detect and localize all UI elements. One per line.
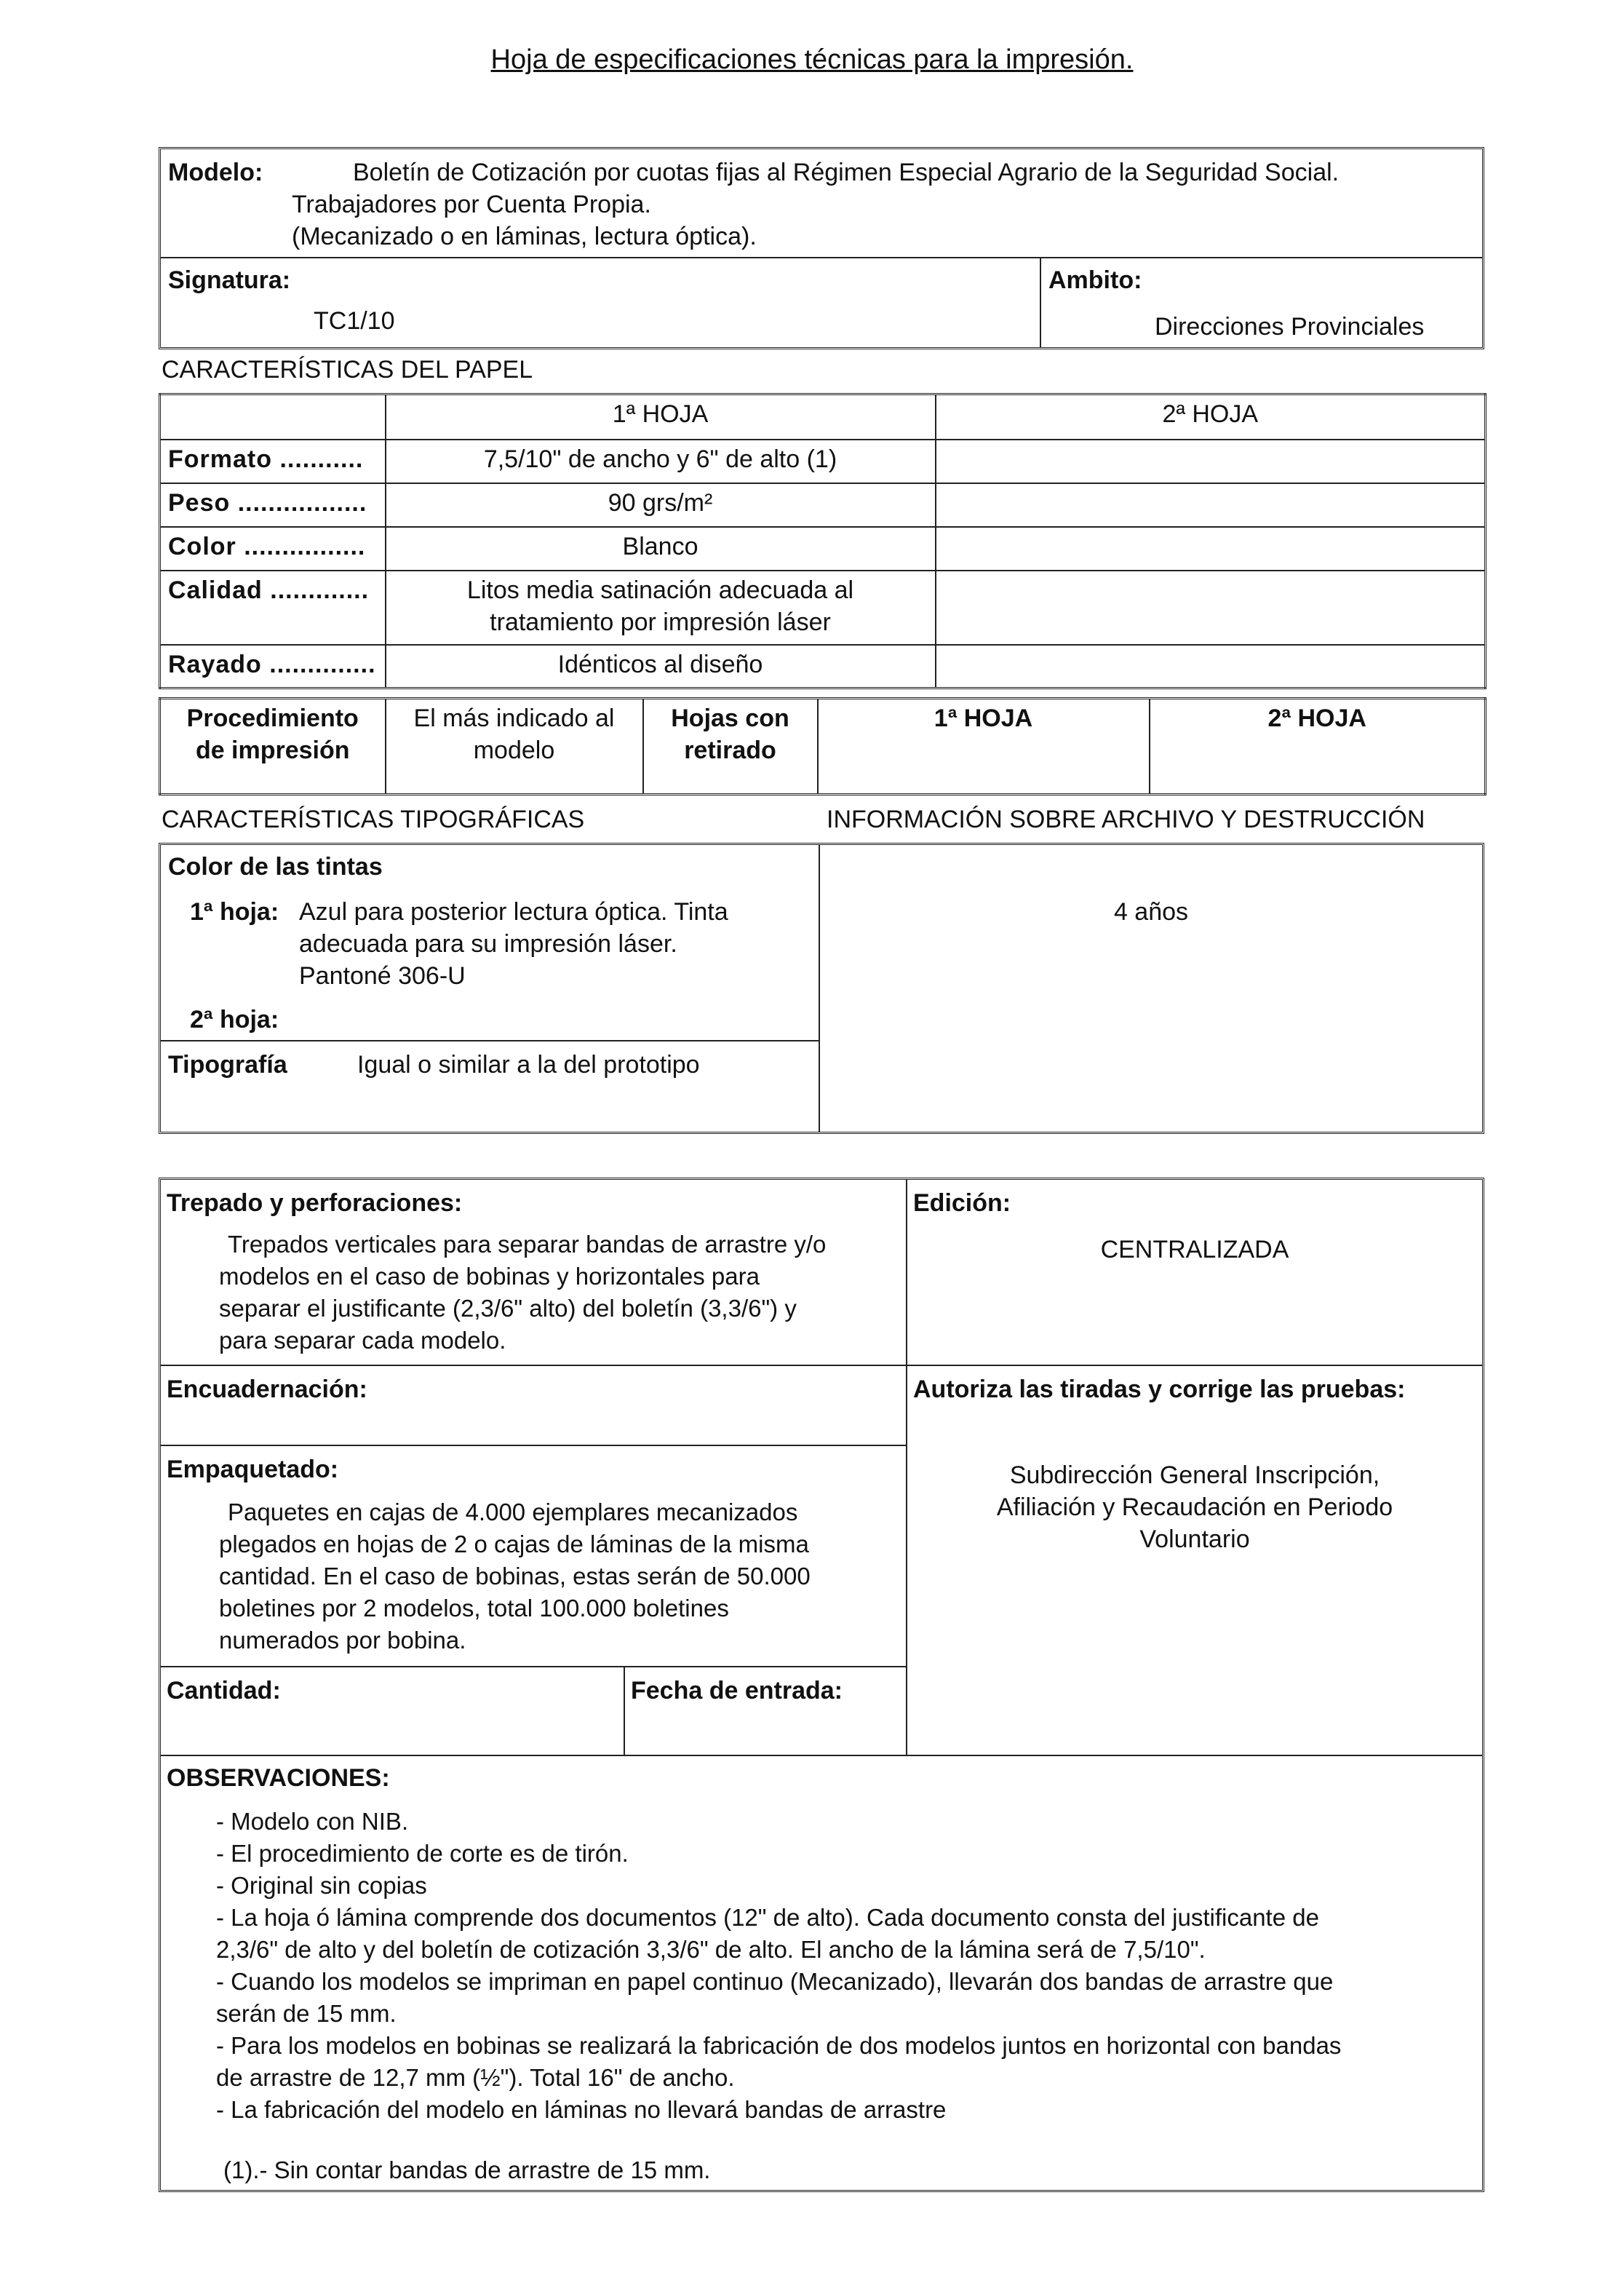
autoriza-line-1: Subdirección General Inscripción, xyxy=(1009,1461,1380,1489)
footnote: (1).- Sin contar bandas de arrastre de 15 mm. xyxy=(223,2156,711,2183)
tipograficas-section xyxy=(159,843,1484,1134)
modelo-line-2: Trabajadores por Cuenta Propia. xyxy=(292,191,651,218)
page-title: Hoja de especificaciones técnicas para la impresión. xyxy=(490,44,1134,75)
procedimiento-value xyxy=(386,699,643,795)
papel-col-2: 2ª HOJA xyxy=(936,394,1486,440)
ambito-value: Direcciones Provinciales xyxy=(1155,313,1425,341)
procedimiento-label-line-1: Procedimiento xyxy=(186,705,359,732)
divider xyxy=(819,845,820,1132)
procedimiento-label-line-2: de impresión xyxy=(195,737,350,765)
hojas-retirado-label xyxy=(643,699,818,795)
color-tintas-label: Color de las tintas xyxy=(168,853,383,881)
observacion-line: - Original sin copias xyxy=(216,1872,427,1899)
autoriza-line-3: Voluntario xyxy=(1139,1525,1250,1553)
signatura-value: TC1/10 xyxy=(314,307,395,335)
autoriza-label: Autoriza las tiradas y corrige las pruebas: xyxy=(913,1376,1406,1403)
observacion-line: serán de 15 mm. xyxy=(216,2000,397,2027)
empaquetado-line-1: Paquetes en cajas de 4.000 ejemplares mecanizados xyxy=(228,1499,798,1525)
calidad-value-line-2: tratamiento por impresión láser xyxy=(490,608,831,636)
observacion-line: - Modelo con NIB. xyxy=(216,1808,409,1835)
tipografia-value: Igual o similar a la del prototipo xyxy=(357,1051,700,1079)
observacion-line: 2,3/6" de alto y del boletín de cotización 3,3/6" de alto. El ancho de la lámina será de 7,5/10". xyxy=(216,1936,1206,1963)
trepado-line-1: Trepados verticales para separar bandas de arrastre y/o xyxy=(228,1231,827,1258)
observacion-line: - El procedimiento de corte es de tirón. xyxy=(216,1840,629,1867)
empaquetado-line-2: plegados en hojas de 2 o cajas de láminas de la misma xyxy=(219,1531,809,1557)
tipografia-label: Tipografía xyxy=(168,1051,287,1079)
observacion-line: - Para los modelos en bobinas se realizará la fabricación de dos modelos juntos en horizontal con bandas xyxy=(216,2032,1342,2059)
observacion-line: - La fabricación del modelo en láminas no llevará bandas de arrastre xyxy=(216,2096,947,2123)
formato-label: Formato ........... xyxy=(160,440,386,483)
empaquetado-label: Empaquetado: xyxy=(167,1456,339,1483)
rayado-label: Rayado .............. xyxy=(160,645,386,688)
papel-table xyxy=(159,393,1486,689)
hoja1-line-2: adecuada para su impresión láser. xyxy=(299,930,677,958)
procedimiento-table xyxy=(159,697,1486,795)
hoja1-label: 1ª hoja: xyxy=(190,898,279,926)
procedimiento-value-line-1: El más indicado al xyxy=(413,705,615,732)
rayado-value-2 xyxy=(936,645,1486,688)
trepado-line-3: separar el justificante (2,3/6" alto) del boletín (3,3/6") y xyxy=(219,1295,797,1322)
divider xyxy=(1040,257,1041,347)
observaciones-list xyxy=(216,1806,1482,2126)
papel-heading: CARACTERÍSTICAS DEL PAPEL xyxy=(162,356,533,384)
divider xyxy=(161,257,1482,258)
observacion-line: de arrastre de 12,7 mm (½"). Total 16" de ancho. xyxy=(216,2064,735,2091)
cantidad-label: Cantidad: xyxy=(167,1677,281,1704)
procedimiento-label xyxy=(160,699,386,795)
hoja1-line-3: Pantoné 306-U xyxy=(299,962,466,990)
hojas-retirado-line-2: retirado xyxy=(684,737,776,765)
procedimiento-col-2: 2ª HOJA xyxy=(1150,699,1486,795)
trepado-line-4: para separar cada modelo. xyxy=(219,1327,506,1354)
edicion-label: Edición: xyxy=(913,1189,1011,1217)
autoriza-line-2: Afiliación y Recaudación en Periodo xyxy=(996,1493,1393,1521)
lower-section xyxy=(159,1178,1484,2192)
divider xyxy=(161,1040,820,1041)
peso-label: Peso ................. xyxy=(160,483,386,527)
color-value: Blanco xyxy=(386,527,936,571)
formato-value-2 xyxy=(936,440,1486,483)
modelo-label: Modelo: xyxy=(168,159,263,186)
trepado-line-2: modelos en el caso de bobinas y horizontales para xyxy=(219,1263,760,1290)
rayado-value: Idénticos al diseño xyxy=(386,645,936,688)
divider xyxy=(161,1755,1482,1756)
papel-corner xyxy=(160,394,386,440)
observacion-line: - La hoja ó lámina comprende dos documentos (12" de alto). Cada documento consta del justificante de xyxy=(216,1904,1319,1931)
calidad-value-2 xyxy=(936,571,1486,645)
ambito-label: Ambito: xyxy=(1048,266,1142,294)
empaquetado-line-4: boletines por 2 modelos, total 100.000 boletines xyxy=(219,1595,729,1622)
calidad-value xyxy=(386,571,936,645)
empaquetado-line-3: cantidad. En el caso de bobinas, estas serán de 50.000 xyxy=(219,1563,811,1590)
calidad-label: Calidad ............. xyxy=(160,571,386,645)
peso-value: 90 grs/m² xyxy=(386,483,936,527)
modelo-line-1: Boletín de Cotización por cuotas fijas al Régimen Especial Agrario de la Seguridad Social. xyxy=(353,159,1340,186)
encuadernacion-label: Encuadernación: xyxy=(167,1376,367,1403)
color-label: Color ................ xyxy=(160,527,386,571)
formato-value: 7,5/10" de ancho y 6" de alto (1) xyxy=(386,440,936,483)
hojas-retirado-line-1: Hojas con xyxy=(671,705,789,732)
tipograficas-heading: CARACTERÍSTICAS TIPOGRÁFICAS xyxy=(162,806,585,833)
archivo-value: 4 años xyxy=(1113,898,1189,926)
divider xyxy=(161,1445,907,1446)
signatura-label: Signatura: xyxy=(168,266,291,294)
modelo-section xyxy=(159,147,1484,349)
edicion-value: CENTRALIZADA xyxy=(1100,1236,1289,1263)
divider xyxy=(624,1666,625,1755)
divider xyxy=(161,1365,1482,1366)
color-value-2 xyxy=(936,527,1486,571)
papel-col-1: 1ª HOJA xyxy=(386,394,936,440)
observaciones-label: OBSERVACIONES: xyxy=(167,1764,390,1792)
empaquetado-line-5: numerados por bobina. xyxy=(219,1627,466,1654)
calidad-value-line-1: Litos media satinación adecuada al xyxy=(466,576,854,604)
hoja1-line-1: Azul para posterior lectura óptica. Tinta xyxy=(299,898,728,926)
fecha-entrada-label: Fecha de entrada: xyxy=(631,1677,843,1704)
procedimiento-value-line-2: modelo xyxy=(473,737,555,765)
procedimiento-col-1: 1ª HOJA xyxy=(818,699,1150,795)
modelo-line-3: (Mecanizado o en láminas, lectura óptica). xyxy=(292,223,757,250)
hoja2-label: 2ª hoja: xyxy=(190,1006,279,1033)
observacion-line: - Cuando los modelos se impriman en papel continuo (Mecanizado), llevarán dos bandas de arrastre que xyxy=(216,1968,1334,1995)
archivo-heading: INFORMACIÓN SOBRE ARCHIVO Y DESTRUCCIÓN xyxy=(827,806,1425,833)
divider xyxy=(161,1666,907,1667)
peso-value-2 xyxy=(936,483,1486,527)
trepado-label: Trepado y perforaciones: xyxy=(167,1189,463,1217)
